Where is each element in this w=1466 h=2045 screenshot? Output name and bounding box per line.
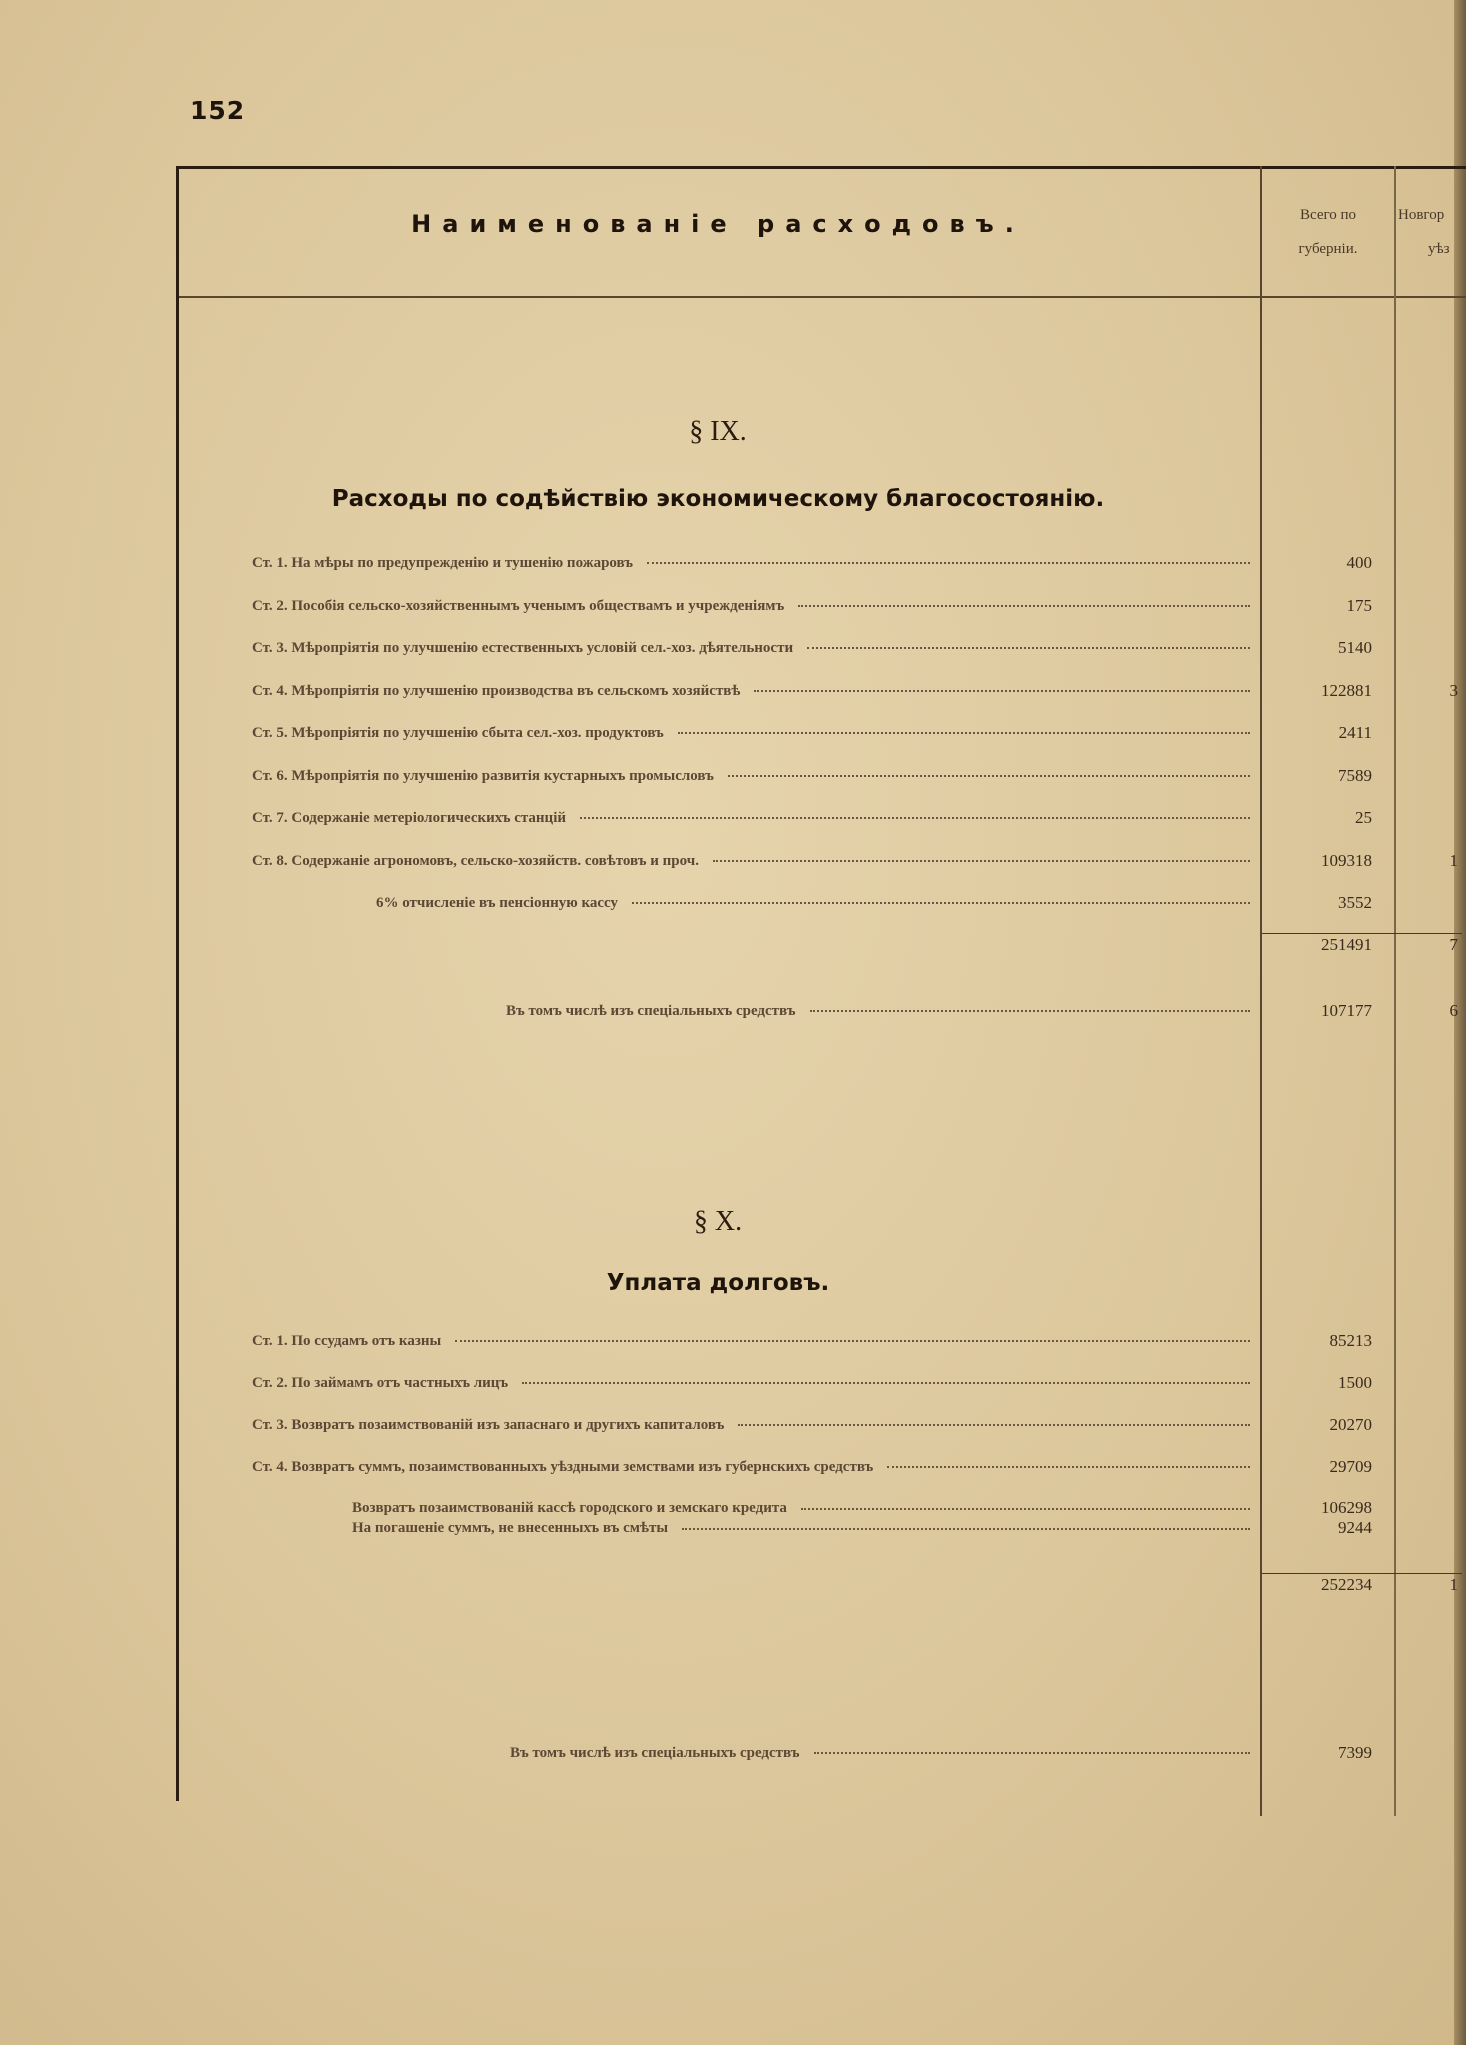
dot-leader — [632, 902, 1250, 904]
dot-leader — [810, 1010, 1250, 1012]
section-ix-row-side — [1398, 805, 1458, 831]
section-ix-special-row — [176, 998, 1466, 1024]
section-ix-row-side — [1398, 763, 1458, 789]
section-ix-total-row — [176, 932, 1466, 958]
section-x-row — [176, 1328, 1466, 1354]
dot-leader — [728, 775, 1250, 777]
dot-leader — [682, 1528, 1250, 1530]
header-bottom-rule — [176, 296, 1466, 298]
column-header-next-line1: Новгор — [1398, 207, 1445, 223]
section-x-sub-row-text: Возвратъ позаимствованій кассѣ городского и земскаго кредита — [352, 1500, 787, 1516]
column-header-total-line2: губерніи. — [1298, 241, 1358, 257]
dot-leader — [738, 1424, 1250, 1426]
table-header-title: Наименованіе расходовъ. — [411, 210, 1025, 238]
section-ix-row — [176, 635, 1466, 661]
section-x-row-value: 85213 — [1329, 1331, 1372, 1350]
column-header-next-line2: уѣз — [1428, 241, 1450, 257]
dot-leader — [522, 1382, 1250, 1384]
section-ix-row-value: 3552 — [1338, 893, 1372, 912]
section-ix-row-side — [1398, 890, 1458, 916]
section-x-sub-row-value: 106298 — [1321, 1498, 1372, 1517]
dot-leader — [807, 647, 1250, 649]
section-ix-row-value: 5140 — [1338, 638, 1372, 657]
section-x-sub-row-text: На погашеніе суммъ, не внесенныхъ въ смѣты — [352, 1520, 669, 1536]
section-ix-row-value: 175 — [1346, 595, 1372, 615]
section-ix-row — [176, 763, 1466, 789]
expense-table — [176, 166, 1466, 1801]
dot-leader — [455, 1340, 1250, 1342]
section-ix-row-text: Ст. 8. Содержаніе агрономовъ, сельско-хозяйств. совѣтовъ и проч. — [252, 852, 699, 869]
dot-leader — [678, 732, 1250, 734]
page-number: 152 — [190, 96, 246, 125]
section-x-sub-row — [176, 1518, 1466, 1538]
section-ix-row-text: Ст. 5. Мѣропріятія по улучшенію сбыта сел.-хоз. продуктовъ — [252, 725, 664, 741]
section-x-total-side: 1 — [1449, 1575, 1458, 1594]
section-x-row-value: 20270 — [1329, 1415, 1372, 1434]
section-ix-row — [176, 805, 1466, 831]
section-x-row-value: 29709 — [1329, 1457, 1372, 1476]
dot-leader — [754, 690, 1250, 692]
section-x-row-side — [1398, 1328, 1458, 1354]
section-ix-row-text: Ст. 7. Содержаніе метеріологическихъ станцій — [252, 810, 567, 826]
table-left-rule — [176, 166, 179, 1801]
section-x-special-text: Въ томъ числѣ изъ спеціальныхъ средствъ — [510, 1745, 800, 1761]
section-ix-row-text: 6% отчисленіе въ пенсіонную кассу — [376, 895, 618, 911]
section-ix-special-text: Въ томъ числѣ изъ спеціальныхъ средствъ — [506, 1003, 796, 1019]
section-ix-special-side: 6 — [1449, 1001, 1458, 1020]
section-ix-row — [176, 848, 1466, 874]
dot-leader — [713, 860, 1250, 862]
section-ix-mark: § IX. — [689, 416, 747, 447]
dot-leader — [887, 1466, 1250, 1468]
section-ix-row-side — [1398, 593, 1458, 619]
section-ix-row-text: Ст. 1. На мѣры по предупрежденію и тушенію пожаровъ — [252, 555, 634, 571]
column-header-next — [1398, 198, 1466, 266]
section-ix-row-value: 122881 — [1321, 680, 1372, 700]
section-ix-row-side — [1398, 720, 1458, 746]
section-ix-row-text: Ст. 3. Мѣропріятія по улучшенію естественныхъ условій сел.-хоз. дѣятельности — [252, 640, 794, 656]
section-ix-row — [176, 678, 1466, 704]
section-ix-row-side: 3 — [1449, 680, 1458, 700]
section-ix-row-text: Ст. 2. Пособія сельско-хозяйственнымъ ученымъ обществамъ и учрежденіямъ — [252, 597, 785, 614]
section-x-row-text: Ст. 3. Возвратъ позаимствованій изъ запаснаго и другихъ капиталовъ — [252, 1417, 725, 1433]
column-header-total — [1264, 198, 1392, 266]
section-x-row — [176, 1454, 1466, 1480]
section-ix-row — [176, 720, 1466, 746]
section-ix-row-side — [1398, 550, 1458, 576]
section-x-row-side — [1398, 1412, 1458, 1438]
section-x-special-value: 7399 — [1338, 1743, 1372, 1762]
section-ix-row-value: 7589 — [1338, 765, 1372, 785]
section-x-row-text: Ст. 4. Возвратъ суммъ, позаимствованныхъ уѣздными земствами изъ губернскихъ средствъ — [252, 1459, 874, 1475]
dot-leader — [798, 605, 1250, 607]
section-x-title: Уплата долговъ. — [606, 1270, 830, 1296]
section-ix-total: 251491 — [1321, 935, 1372, 954]
section-ix-row — [176, 890, 1466, 916]
dot-leader — [580, 817, 1250, 819]
section-ix-row-side: 1 — [1449, 850, 1458, 870]
section-ix-row-value: 400 — [1346, 553, 1372, 572]
column-header-total-line1: Всего по — [1299, 207, 1357, 223]
section-x-row-text: Ст. 2. По займамъ отъ частныхъ лицъ — [252, 1375, 509, 1391]
section-x-row — [176, 1370, 1466, 1396]
section-ix-row — [176, 593, 1466, 619]
dot-leader — [647, 562, 1250, 564]
section-x-row — [176, 1412, 1466, 1438]
section-x-mark: § X. — [693, 1206, 743, 1237]
section-ix-special-value: 107177 — [1321, 1001, 1372, 1020]
section-ix-row-value: 109318 — [1321, 850, 1372, 870]
section-x-row-value: 1500 — [1338, 1373, 1372, 1392]
section-ix-row-text: Ст. 4. Мѣропріятія по улучшенію производства въ сельскомъ хозяйствѣ — [252, 682, 741, 699]
section-ix-row-text: Ст. 6. Мѣропріятія по улучшенію развитія кустарныхъ промысловъ — [252, 767, 714, 784]
section-x-row-side — [1398, 1370, 1458, 1396]
section-x-row-side — [1398, 1454, 1458, 1480]
column-rule-next — [1394, 166, 1396, 1816]
section-x-total: 252234 — [1321, 1575, 1372, 1594]
section-x-sub-row — [176, 1498, 1466, 1518]
section-ix-total-side: 7 — [1449, 935, 1458, 954]
section-ix-row-value: 25 — [1355, 808, 1372, 827]
column-rule-total — [1260, 166, 1262, 1816]
section-ix-row-side — [1398, 635, 1458, 661]
section-x-sub-row-value: 9244 — [1338, 1518, 1372, 1537]
dot-leader — [801, 1508, 1250, 1510]
dot-leader — [814, 1752, 1250, 1754]
section-ix-title: Расходы по содѣйствію экономическому благосостоянію. — [331, 486, 1105, 512]
section-x-row-text: Ст. 1. По ссудамъ отъ казны — [252, 1333, 442, 1349]
section-ix-row — [176, 550, 1466, 576]
table-top-rule — [176, 166, 1466, 169]
section-ix-row-value: 2411 — [1338, 723, 1372, 742]
section-x-special-row — [176, 1740, 1466, 1766]
section-x-total-row — [176, 1572, 1466, 1598]
